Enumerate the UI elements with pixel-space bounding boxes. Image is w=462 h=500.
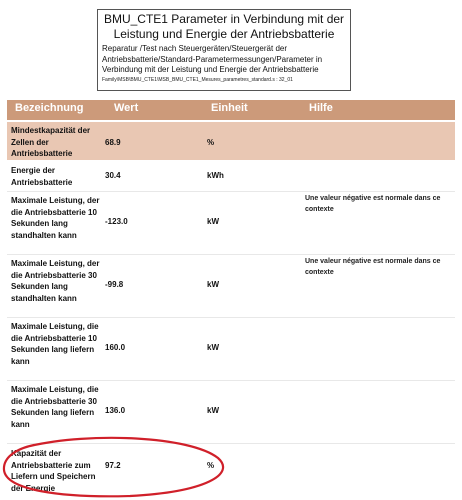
row-label: Mindestkapazität der Zellen der Antriebsbatterie	[11, 126, 91, 158]
column-header-label: Bezeichnung	[15, 102, 84, 114]
title-description: Reparatur /Test nach Steuergeräten/Steuergerät der Antriebsbatterie/Standard-Parametermessungen/Parameter in Verbindung mit der Leistung und Energie der Antriebsbatterie	[102, 44, 323, 74]
row-divider	[7, 317, 455, 318]
row-divider	[7, 380, 455, 381]
row-label: Kapazität der Antriebsbatterie zum Liefern und Speichern der Energie	[11, 449, 96, 493]
title-line-2: Leistung und Energie der Antriebsbatterie	[113, 27, 335, 41]
row-help: Une valeur négative est normale dans ce contexte	[305, 258, 441, 276]
column-header-unit: Einheit	[211, 102, 248, 114]
row-unit: kW	[207, 343, 219, 352]
row-help: Une valeur négative est normale dans ce contexte	[305, 195, 441, 213]
row-unit: kW	[207, 217, 219, 226]
row-label: Maximale Leistung, der die Antriebsbatterie 10 Sekunden lang standhalten kann	[11, 196, 100, 240]
title-path: Family\MSB\BMU_CTE1\MSB_BMU_CTE1_Mesures_parametres_standard.s : 32_01	[102, 76, 293, 83]
row-value: -123.0	[105, 217, 128, 226]
row-unit: kW	[207, 406, 219, 415]
row-unit: %	[207, 138, 215, 147]
table-row	[7, 256, 455, 316]
row-value: 68.9	[105, 138, 121, 147]
table-row	[7, 319, 455, 379]
row-label: Maximale Leistung, die die Antriebsbatterie 10 Sekunden lang liefern kann	[11, 322, 99, 366]
row-divider	[7, 254, 455, 255]
title-line-1: BMU_CTE1 Parameter in Verbindung mit der	[103, 12, 345, 26]
table-row	[7, 122, 455, 160]
table-row	[7, 193, 455, 253]
table-row	[7, 382, 455, 442]
title-box	[97, 9, 351, 91]
column-header-help: Hilfe	[309, 102, 333, 114]
row-value: -99.8	[105, 280, 124, 289]
row-divider	[7, 443, 455, 444]
row-unit: kWh	[207, 171, 224, 180]
row-label: Maximale Leistung, die die Antriebsbatterie 30 Sekunden lang liefern kann	[11, 385, 99, 429]
row-label: Maximale Leistung, der die Antriebsbatterie 30 Sekunden lang standhalten kann	[11, 259, 100, 303]
row-unit: kW	[207, 280, 219, 289]
table-row	[7, 162, 455, 190]
row-value: 97.2	[105, 461, 121, 470]
row-value: 30.4	[105, 171, 121, 180]
row-unit: %	[207, 461, 215, 470]
row-label: Energie der Antriebsbatterie	[11, 166, 73, 187]
table-header	[7, 100, 455, 120]
row-divider	[7, 191, 455, 192]
row-value: 136.0	[105, 406, 126, 415]
table-row	[7, 445, 455, 495]
row-value: 160.0	[105, 343, 126, 352]
column-header-value: Wert	[114, 102, 139, 114]
